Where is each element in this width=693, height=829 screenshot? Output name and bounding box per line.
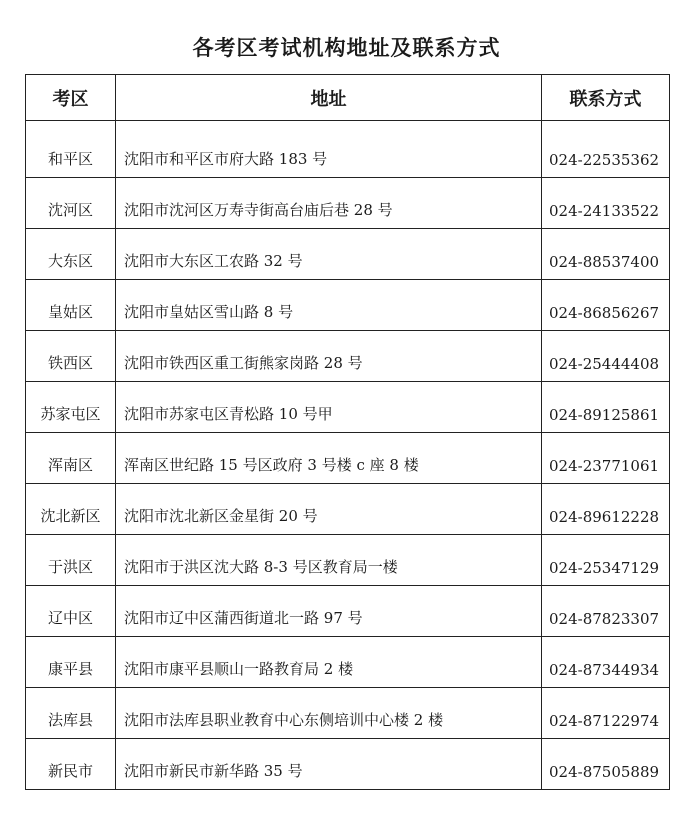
district-cell: 辽中区 [26,586,116,637]
phone-cell: 024-87823307 [542,586,670,637]
district-cell: 苏家屯区 [26,382,116,433]
table-row [26,178,670,229]
district-cell: 于洪区 [26,535,116,586]
address-cell: 沈阳市铁西区重工街熊家岗路 28 号 [116,331,542,382]
address-table [25,74,670,790]
table-row [26,637,670,688]
phone-cell: 024-87344934 [542,637,670,688]
table-row [26,484,670,535]
address-cell: 沈阳市皇姑区雪山路 8 号 [116,280,542,331]
address-cell: 沈阳市大东区工农路 32 号 [116,229,542,280]
table-row [26,586,670,637]
address-cell: 沈阳市苏家屯区青松路 10 号甲 [116,382,542,433]
phone-cell: 024-87122974 [542,688,670,739]
phone-cell: 024-25444408 [542,331,670,382]
table-row [26,331,670,382]
header-phone: 联系方式 [542,75,670,121]
district-cell: 和平区 [26,121,116,178]
phone-cell: 024-89612228 [542,484,670,535]
table-row [26,433,670,484]
district-cell: 皇姑区 [26,280,116,331]
table-row [26,382,670,433]
address-cell: 沈阳市新民市新华路 35 号 [116,739,542,790]
table-row [26,688,670,739]
table-row [26,535,670,586]
table-header-row [26,75,670,121]
address-cell: 沈阳市法库县职业教育中心东侧培训中心楼 2 楼 [116,688,542,739]
address-cell: 沈阳市和平区市府大路 183 号 [116,121,542,178]
address-cell: 沈阳市康平县顺山一路教育局 2 楼 [116,637,542,688]
phone-cell: 024-88537400 [542,229,670,280]
phone-cell: 024-23771061 [542,433,670,484]
phone-cell: 024-22535362 [542,121,670,178]
district-cell: 铁西区 [26,331,116,382]
district-cell: 沈北新区 [26,484,116,535]
address-cell: 沈阳市沈河区万寿寺街高台庙后巷 28 号 [116,178,542,229]
address-cell: 沈阳市沈北新区金星街 20 号 [116,484,542,535]
header-district: 考区 [26,75,116,121]
district-cell: 新民市 [26,739,116,790]
district-cell: 浑南区 [26,433,116,484]
address-cell: 沈阳市辽中区蒲西街道北一路 97 号 [116,586,542,637]
district-cell: 康平县 [26,637,116,688]
phone-cell: 024-87505889 [542,739,670,790]
district-cell: 大东区 [26,229,116,280]
phone-cell: 024-24133522 [542,178,670,229]
district-cell: 沈河区 [26,178,116,229]
table-row [26,229,670,280]
page-title: 各考区考试机构地址及联系方式 [192,36,501,60]
address-cell: 沈阳市于洪区沈大路 8-3 号区教育局一楼 [116,535,542,586]
table-row [26,121,670,178]
table-row [26,739,670,790]
address-cell: 浑南区世纪路 15 号区政府 3 号楼 c 座 8 楼 [116,433,542,484]
district-cell: 法库县 [26,688,116,739]
table-row [26,280,670,331]
phone-cell: 024-89125861 [542,382,670,433]
phone-cell: 024-25347129 [542,535,670,586]
header-address: 地址 [116,75,542,121]
phone-cell: 024-86856267 [542,280,670,331]
